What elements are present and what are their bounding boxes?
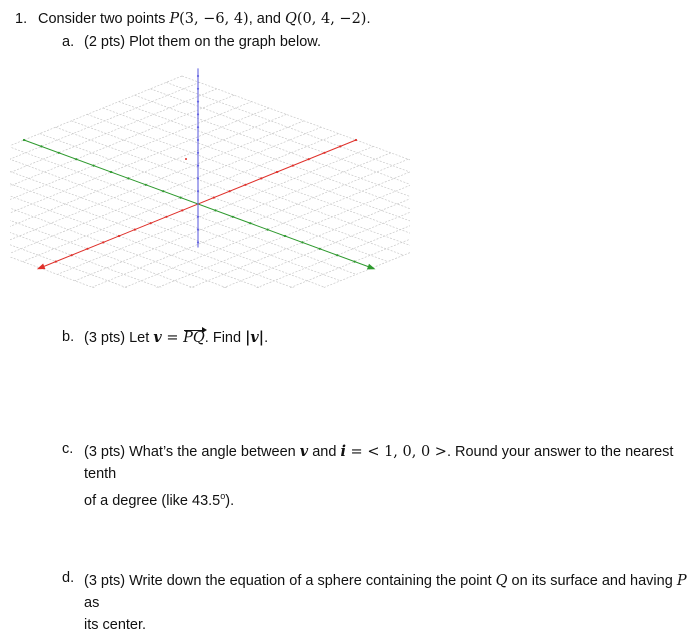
3d-coordinate-graph[interactable] [10, 66, 410, 288]
grid-line [71, 121, 410, 249]
question-number: 1. [15, 11, 28, 27]
part-d-letter: d. [62, 570, 75, 586]
y-axis-tick [23, 139, 25, 141]
x-axis-tick [292, 165, 294, 167]
part-c-prefix: (3 pts) What’s the angle between [84, 444, 300, 460]
y-axis-tick [58, 152, 60, 154]
y-axis-tick [162, 190, 164, 192]
grid-line [10, 108, 269, 236]
part-c-letter: c. [62, 441, 74, 457]
y-axis-tick [40, 145, 42, 147]
z-axis-tick [197, 190, 199, 192]
x-axis-tick [102, 241, 104, 243]
y-axis-tick [180, 197, 182, 199]
vector-i-expr: = < 1, 0, 0 > [345, 444, 447, 460]
vector-v: v [153, 329, 162, 346]
part-c-line2: of a degree (like 43.5 [84, 492, 221, 509]
vector-pq: PQ [183, 330, 205, 346]
part-a-text: (2 pts) Plot them on the graph below. [84, 34, 321, 50]
part-c-text [84, 441, 694, 512]
stray-mark [185, 158, 187, 160]
grid-line [119, 102, 410, 230]
grid-line [10, 166, 309, 288]
y-axis-tick [284, 235, 286, 237]
x-axis-tick [260, 177, 262, 179]
z-axis-tick [197, 75, 199, 77]
point-p-ref: P [676, 573, 687, 589]
x-axis-tick [213, 197, 215, 199]
part-c-line2-end: ). [225, 492, 235, 509]
intro-mid: , and [248, 11, 285, 27]
z-axis-tick [197, 88, 199, 90]
part-a-letter: a. [62, 34, 75, 50]
vector-v-c: v [299, 443, 309, 460]
grid-line [10, 159, 325, 287]
part-b-prefix: (3 pts) Let [84, 330, 154, 346]
grid-line [10, 153, 340, 281]
z-axis-tick [197, 241, 199, 243]
x-axis-tick [118, 235, 120, 237]
y-axis-tick [267, 229, 269, 231]
y-axis-tick [145, 184, 147, 186]
y-axis-tick [354, 261, 356, 263]
x-axis-tick [355, 139, 357, 141]
intro-suffix: . [366, 11, 371, 27]
x-axis-tick [71, 254, 73, 256]
x-axis-tick [229, 190, 231, 192]
part-d-text [84, 570, 694, 636]
vector-i: i [340, 443, 346, 460]
y-axis-tick [232, 216, 234, 218]
y-axis-tick [301, 241, 303, 243]
intro-prefix: Consider two points [38, 11, 170, 27]
x-axis-tick [181, 209, 183, 211]
x-axis-tick [165, 216, 167, 218]
grid-line [10, 82, 199, 210]
z-axis-tick [197, 216, 199, 218]
part-b-mid: . Find [204, 330, 246, 346]
grid-line [10, 89, 217, 217]
y-axis-tick [249, 222, 251, 224]
y-axis-tick [110, 171, 112, 173]
point-p-label: P [169, 11, 180, 27]
y-axis-tick [336, 254, 338, 256]
grid-line [10, 198, 230, 288]
degree-sup: o [220, 491, 226, 501]
y-axis-tick [127, 177, 129, 179]
grid-line [10, 172, 293, 288]
part-d-line2: its center. [84, 617, 147, 633]
part-c-line1-suffix: . Round your answer to the nearest tenth [84, 444, 674, 482]
z-axis-tick [197, 113, 199, 115]
grid-line [10, 204, 214, 288]
point-q-label: Q [285, 11, 297, 27]
y-axis-tick [93, 165, 95, 167]
grid-line [103, 108, 410, 236]
y-axis-tick [371, 267, 373, 269]
x-axis-tick [134, 229, 136, 231]
z-axis-tick [197, 165, 199, 167]
x-axis-tick [150, 222, 152, 224]
grid-line [10, 185, 261, 288]
part-c-and: and [308, 444, 341, 460]
y-axis-tick [75, 158, 77, 160]
z-axis-tick [197, 101, 199, 103]
point-p-coords: (3, −6, 4) [179, 11, 249, 27]
z-axis-tick [197, 126, 199, 128]
point-q-coords: (0, 4, −2) [296, 11, 367, 27]
x-axis-tick [86, 248, 88, 250]
part-d-line1-prefix: (3 pts) Write down the equation of a sphere containing the point [84, 573, 496, 589]
x-axis-tick [323, 152, 325, 154]
grid-line [182, 76, 410, 204]
x-axis-tick [339, 145, 341, 147]
part-b-suffix: . [264, 330, 269, 346]
z-axis-tick [197, 139, 199, 141]
z-axis-tick [197, 229, 199, 231]
question-intro [38, 11, 371, 27]
y-axis-tick [319, 248, 321, 250]
magnitude-v: |v| [245, 329, 265, 346]
x-axis-arrow [37, 263, 46, 269]
x-axis-tick [308, 158, 310, 160]
part-b-letter: b. [62, 329, 75, 345]
part-b-text [84, 329, 268, 346]
x-axis-tick [276, 171, 278, 173]
z-axis-tick [197, 177, 199, 179]
x-axis-tick [244, 184, 246, 186]
z-axis-tick [197, 152, 199, 154]
x-axis-tick [39, 267, 41, 269]
part-d-line1-mid: on its surface and having [507, 573, 677, 589]
grid-line [10, 127, 321, 255]
part-d-line1-suffix: as [84, 595, 100, 611]
x-axis-tick [55, 261, 57, 263]
y-axis-tick [214, 209, 216, 211]
point-q-ref: Q [495, 573, 508, 589]
equals-sign: = [161, 330, 184, 346]
